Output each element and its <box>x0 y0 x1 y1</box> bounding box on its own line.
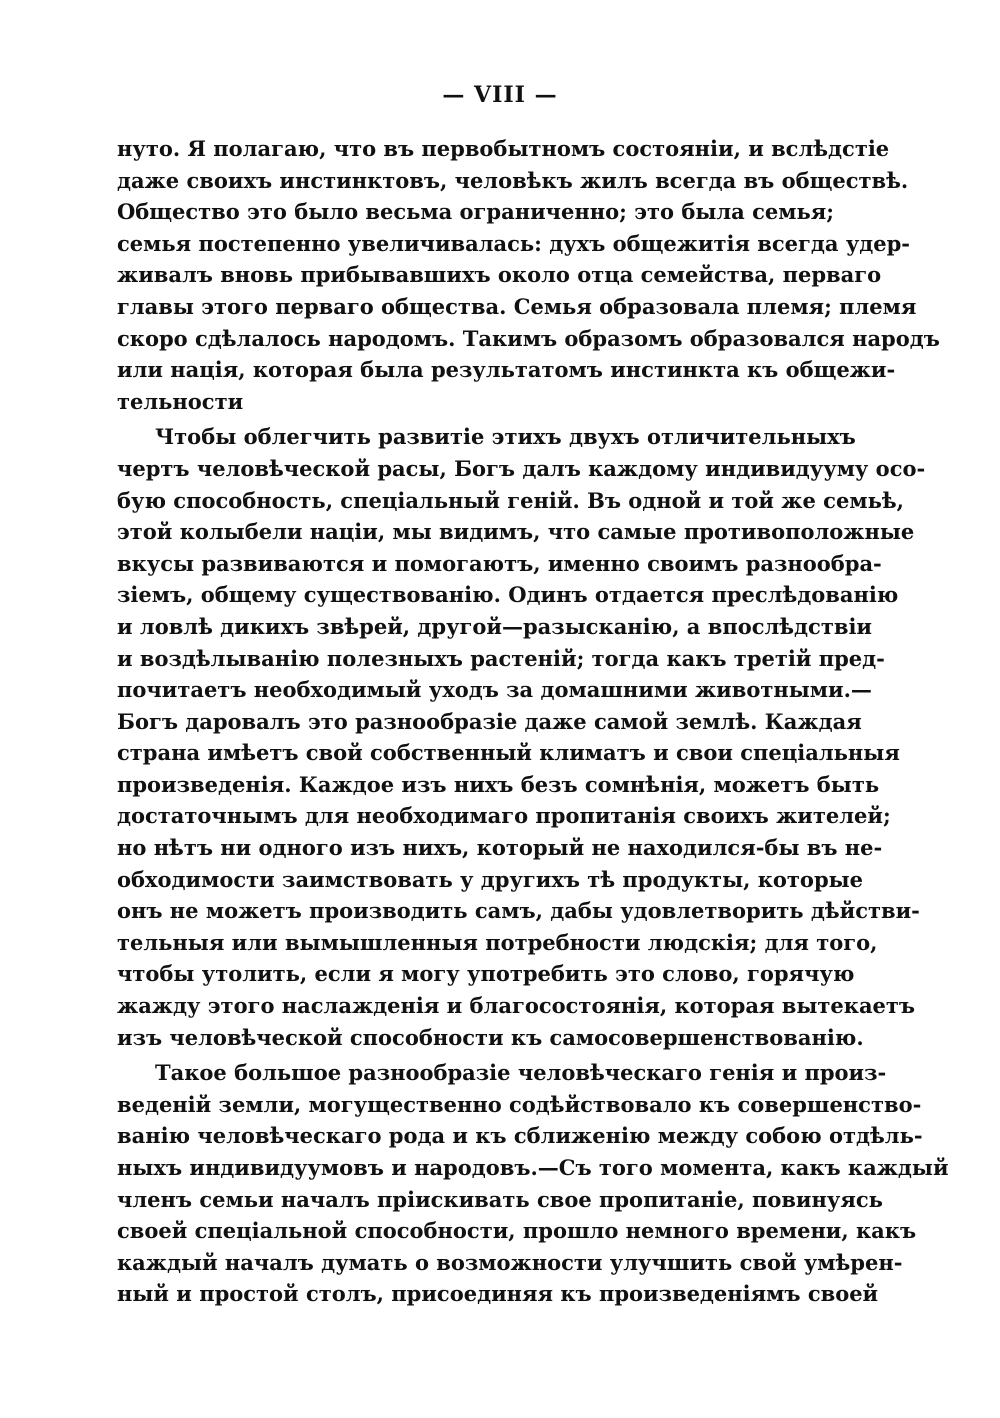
text-line: скоро сдѣлалось народомъ. Такимъ образомъ образовался народъ <box>117 325 940 351</box>
text-line: и воздѣлыванiю полезныхъ растенiй; тогда какъ третiй пред- <box>117 645 885 671</box>
paragraph-1 <box>117 133 940 417</box>
text-line: тельности <box>117 388 244 414</box>
text-line: ныхъ индивидуумовъ и народовъ.—Съ того момента, какъ каждый <box>117 1155 949 1180</box>
text-line: каждый началъ думать о возможности улучшить свой умѣрен- <box>117 1249 903 1275</box>
text-line: ванiю человѣческаго рода и къ сближенiю между собою отдѣль- <box>117 1123 923 1149</box>
text-line: произведенiя. Каждое изъ нихъ безъ сомнѣнiя, можетъ быть <box>117 771 880 797</box>
text-line: Богъ даровалъ это разнообразiе даже самой землѣ. Каждая <box>117 708 862 734</box>
text-line: членъ семьи началъ прiискивать свое пропитанiе, повинуясь <box>117 1186 883 1212</box>
text-line: но нѣтъ ни одного изъ нихъ, который не находился-бы въ не- <box>117 835 883 861</box>
text-line: бую способность, спецiальный генiй. Въ одной и той же семьѣ, <box>117 487 904 513</box>
text-line: достаточнымъ для необходимаго пропитанiя своихъ жителей; <box>117 803 891 829</box>
text-line: вкусы развиваются и помогаютъ, именно своимъ разнообра- <box>117 550 882 576</box>
text-line: ный и простой столъ, присоединяя къ произведенiямъ своей <box>117 1281 879 1307</box>
text-line: онъ не можетъ производить самъ, дабы удовлетворить дѣйстви- <box>117 898 920 924</box>
text-line: Чтобы облегчить развитiе этихъ двухъ отличительныхъ <box>155 424 856 450</box>
text-line: страна имѣетъ свой собственный климатъ и свои спецiальныя <box>117 740 900 766</box>
text-line: жажду этого наслажденiя и благосостоянiя, которая вытекаетъ <box>117 993 916 1019</box>
page-number: — VIII — <box>442 82 558 108</box>
text-line: главы этого перваго общества. Семья образовала племя; племя <box>117 293 917 319</box>
text-line: и ловлѣ дикихъ звѣрей, другой—разысканiю, а впослѣдствiи <box>117 613 872 639</box>
text-line: этой колыбели нацiи, мы видимъ, что самые противоположные <box>117 519 915 545</box>
text-line: чертъ человѣческой расы, Богъ далъ каждому индивидууму осо- <box>117 455 926 481</box>
text-line: тельныя или вымышленныя потребности людскiя; для того, <box>117 929 878 955</box>
text-line: Такое большое разнообразiе человѣческаго генiя и произ- <box>155 1060 887 1086</box>
text-line: живалъ вновь прибывавшихъ около отца семейства, перваго <box>117 262 882 288</box>
text-line: или нацiя, которая была результатомъ инстинкта къ общежи- <box>117 357 896 383</box>
body-text <box>117 133 949 1310</box>
text-line: веденiй земли, могущественно содѣйствовало къ совершенство- <box>117 1091 922 1117</box>
text-line: семья постепенно увеличивалась: духъ общежитiя всегда удер- <box>117 230 911 256</box>
text-line: изъ человѣческой способности къ самосовершенствованiю. <box>117 1024 864 1050</box>
text-line: даже своихъ инстинктовъ, человѣкъ жилъ всегда въ обществѣ. <box>117 167 909 193</box>
paragraph-3 <box>117 1057 949 1310</box>
text-line: зiемъ, общему существованiю. Одинъ отдается преслѣдованiю <box>117 582 899 608</box>
text-line: обходимости заимствовать у другихъ тѣ продукты, которые <box>117 866 864 892</box>
text-line: чтобы утолить, если я могу употребить это слово, горячую <box>117 961 855 987</box>
text-line: нуто. Я полагаю, что въ первобытномъ состоянiи, и вслѣдстiе <box>117 136 890 161</box>
paragraph-2 <box>117 421 926 1053</box>
text-line: Общество это было весьма ограниченно; это была семья; <box>117 199 835 225</box>
text-line: почитаетъ необходимый уходъ за домашними животными.— <box>117 677 872 703</box>
text-line: своей спецiальной способности, прошло немного времени, какъ <box>117 1218 917 1244</box>
